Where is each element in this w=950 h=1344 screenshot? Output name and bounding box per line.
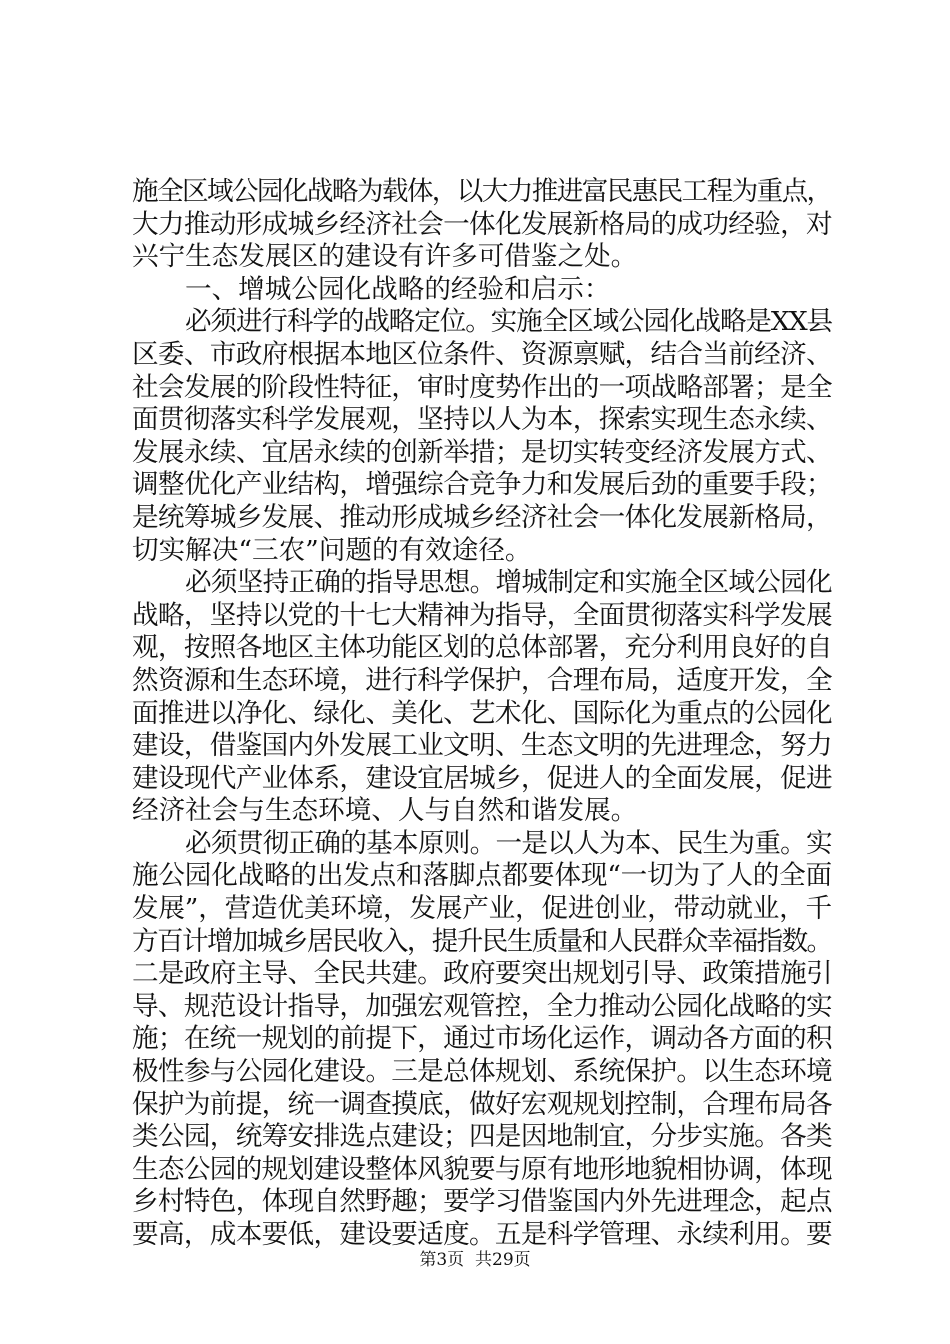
text-line: 发展永续、宜居永续的创新举措；是切实转变经济发展方式、 — [132, 436, 832, 468]
text-line: 极性参与公园化建设。三是总体规划、系统保护。以生态环境 — [132, 1056, 832, 1088]
text-line: 经济社会与生态环境、人与自然和谐发展。 — [132, 795, 638, 827]
text-line: 一、增城公园化战略的经验和启示： — [185, 273, 611, 305]
text-line: 观，按照各地区主体功能区划的总体部署，充分利用良好的自 — [132, 632, 832, 664]
text-line: 要高，成本要低，建设要适度。五是科学管理、永续利用。要 — [132, 1219, 832, 1250]
text-line: 保护为前提，统一调查摸底，做好宏观规划控制，合理布局各 — [132, 1088, 832, 1120]
text-line: 大力推动形成城乡经济社会一体化发展新格局的成功经验，对 — [132, 208, 832, 240]
text-line: 必须贯彻正确的基本原则。一是以人为本、民生为重。实 — [185, 827, 832, 859]
footer-separator — [464, 1250, 475, 1270]
text-line: 必须坚持正确的指导思想。增城制定和实施全区域公园化 — [185, 567, 832, 599]
text-line: 然资源和生态环境，进行科学保护，合理布局，适度开发，全 — [132, 664, 832, 696]
text-line: 施；在统一规划的前提下，通过市场化运作，调动各方面的积 — [132, 1023, 832, 1055]
text-line: 类公园，统筹安排选点建设；四是因地制宜，分步实施。各类 — [132, 1121, 832, 1153]
text-line: 切实解决“三农”问题的有效途径。 — [132, 534, 532, 566]
document-body — [132, 176, 832, 1252]
text-line: 区委、市政府根据本地区位条件、资源禀赋，结合当前经济、 — [132, 338, 832, 370]
text-line: 社会发展的阶段性特征，审时度势作出的一项战略部署；是全 — [132, 371, 832, 403]
text-line: 面推进以净化、绿化、美化、艺术化、国际化为重点的公园化 — [132, 697, 832, 729]
text-line: 方百计增加城乡居民收入，提升民生质量和人民群众幸福指数。 — [132, 925, 832, 957]
text-line: 导、规范设计指导，加强宏观管控，全力推动公园化战略的实 — [132, 990, 832, 1022]
text-line: 发展”，营造优美环境，发展产业，促进创业，带动就业，千 — [132, 893, 832, 925]
text-line: 面贯彻落实科学发展观，坚持以人为本，探索实现生态永续、 — [132, 404, 832, 436]
page-number: 第3页 — [419, 1250, 465, 1270]
text-line: 必须进行科学的战略定位。实施全区域公园化战略是XX县 — [185, 306, 832, 338]
text-line: 是统筹城乡发展、推动形成城乡经济社会一体化发展新格局， — [132, 501, 832, 533]
text-line: 施公园化战略的出发点和落脚点都要体现“一切为了人的全面 — [132, 860, 832, 892]
text-line: 乡村特色，体现自然野趣；要学习借鉴国内外先进理念，起点 — [132, 1186, 832, 1218]
text-line: 二是政府主导、全民共建。政府要突出规划引导、政策措施引 — [132, 958, 832, 990]
text-line: 调整优化产业结构，增强综合竞争力和发展后劲的重要手段； — [132, 469, 832, 501]
text-line: 建设现代产业体系，建设宜居城乡，促进人的全面发展，促进 — [132, 762, 832, 794]
text-line: 建设，借鉴国内外发展工业文明、生态文明的先进理念，努力 — [132, 730, 832, 762]
page-footer — [0, 1245, 950, 1270]
text-line: 施全区域公园化战略为载体，以大力推进富民惠民工程为重点， — [132, 176, 832, 207]
total-pages: 共29页 — [475, 1250, 531, 1270]
text-line: 生态公园的规划建设整体风貌要与原有地形地貌相协调，体现 — [132, 1153, 832, 1185]
text-line: 战略，坚持以党的十七大精神为指导，全面贯彻落实科学发展 — [132, 599, 832, 631]
text-line: 兴宁生态发展区的建设有许多可借鉴之处。 — [132, 241, 638, 273]
